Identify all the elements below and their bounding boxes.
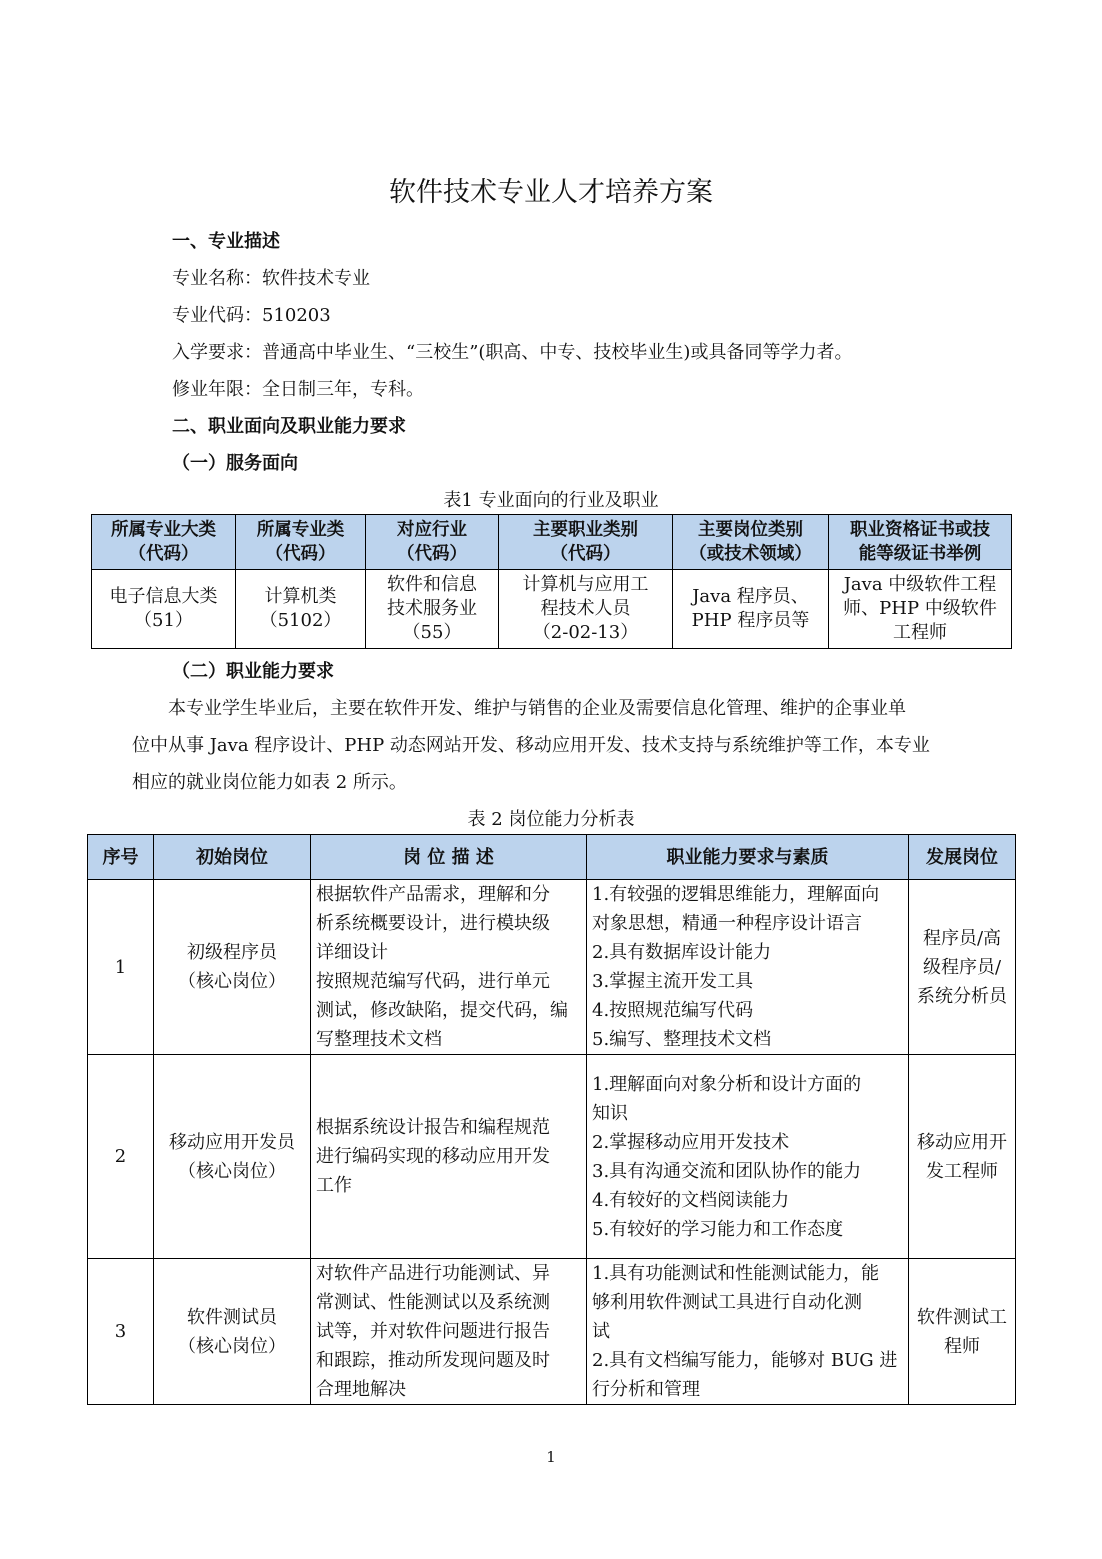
- ability-requirements: 1.有较强的逻辑思维能力，理解面向 对象思想，精通一种程序设计语言 2.具有数据库设计能力 3.掌握主流开发工具 4.按照规范编写代码 5.编写、整理技术文档: [587, 880, 909, 1055]
- header-cell: 岗 位 描 述: [311, 835, 587, 880]
- post-description: 根据软件产品需求，理解和分 析系统概要设计，进行模块级 详细设计 按照规范编写代码，进行单元 测试，修改缺陷，提交代码，编 写整理技术文档: [311, 880, 587, 1055]
- header-cell: 主要职业类别 （代码）: [499, 515, 673, 570]
- page-number: 1: [546, 1448, 556, 1466]
- initial-post: 软件测试员 （核心岗位）: [154, 1259, 311, 1405]
- header-cell: 职业能力要求与素质: [587, 835, 909, 880]
- header-cell: 对应行业 （代码）: [366, 515, 499, 570]
- row-number: 3: [88, 1259, 154, 1405]
- development-post: 移动应用开 发工程师: [909, 1055, 1016, 1259]
- table-header-row: [92, 515, 1012, 570]
- initial-post: 移动应用开发员 （核心岗位）: [154, 1055, 311, 1259]
- development-post: 程序员/高 级程序员/ 系统分析员: [909, 880, 1016, 1055]
- admission-requirement: 入学要求：普通高中毕业生、“三校生”(职高、中专、技校毕业生)或具备同等学力者。: [172, 342, 853, 363]
- table1-caption: 表1 专业面向的行业及职业: [443, 490, 659, 511]
- ability-requirements: 1.理解面向对象分析和设计方面的 知识 2.掌握移动应用开发技术 3.具有沟通交流和团队协作的能力 4.有较好的文档阅读能力 5.有较好的学习能力和工作态度: [587, 1055, 909, 1259]
- section-heading-1: 一、专业描述: [172, 231, 280, 252]
- table-cell: 计算机与应用工 程技术人员 （2-02-13）: [499, 570, 673, 649]
- subsection-heading-2: （二）职业能力要求: [172, 661, 334, 682]
- table-cell: 计算机类 （5102）: [236, 570, 366, 649]
- development-post: 软件测试工 程师: [909, 1259, 1016, 1405]
- post-description: 对软件产品进行功能测试、异 常测试、性能测试以及系统测 试等，并对软件问题进行报告 和跟踪，推动所发现问题及时 合理地解决: [311, 1259, 587, 1405]
- header-cell: 发展岗位: [909, 835, 1016, 880]
- row-number: 1: [88, 880, 154, 1055]
- header-cell: 职业资格证书或技 能等级证书举例: [829, 515, 1012, 570]
- header-cell: 所属专业类 （代码）: [236, 515, 366, 570]
- position-ability-table: [87, 834, 1016, 1405]
- initial-post: 初级程序员 （核心岗位）: [154, 880, 311, 1055]
- post-description: 根据系统设计报告和编程规范 进行编码实现的移动应用开发 工作: [311, 1055, 587, 1259]
- major-name: 专业名称：软件技术专业: [172, 268, 370, 289]
- table-row: [88, 880, 1016, 1055]
- major-code: 专业代码：510203: [172, 305, 331, 326]
- header-cell: 主要岗位类别 （或技术领域）: [673, 515, 829, 570]
- table-cell: Java 程序员、 PHP 程序员等: [673, 570, 829, 649]
- ability-requirements: 1.具有功能测试和性能测试能力，能 够利用软件测试工具进行自动化测 试 2.具有文档编写能力，能够对 BUG 进 行分析和管理: [587, 1259, 909, 1405]
- table2-caption: 表 2 岗位能力分析表: [467, 809, 635, 830]
- table-row: [88, 1259, 1016, 1405]
- table-row: [88, 1055, 1016, 1259]
- body-paragraph-line: 位中从事 Java 程序设计、PHP 动态网站开发、移动应用开发、技术支持与系统维护等工作，本专业: [132, 735, 930, 756]
- table-cell: Java 中级软件工程 师、PHP 中级软件 工程师: [829, 570, 1012, 649]
- study-duration: 修业年限：全日制三年，专科。: [172, 379, 424, 400]
- body-paragraph-line: 相应的就业岗位能力如表 2 所示。: [132, 772, 407, 793]
- subsection-heading-1: （一）服务面向: [172, 453, 298, 474]
- table-row: [92, 570, 1012, 649]
- page-title: 软件技术专业人才培养方案: [389, 177, 713, 208]
- industry-occupation-table: [91, 514, 1012, 649]
- header-cell: 所属专业大类 （代码）: [92, 515, 236, 570]
- section-heading-2: 二、职业面向及职业能力要求: [172, 416, 406, 437]
- table-cell: 软件和信息 技术服务业 （55）: [366, 570, 499, 649]
- header-cell: 序号: [88, 835, 154, 880]
- header-cell: 初始岗位: [154, 835, 311, 880]
- table-cell: 电子信息大类 （51）: [92, 570, 236, 649]
- table-header-row: [88, 835, 1016, 880]
- body-paragraph-line: 本专业学生毕业后，主要在软件开发、维护与销售的企业及需要信息化管理、维护的企事业单: [132, 698, 906, 719]
- row-number: 2: [88, 1055, 154, 1259]
